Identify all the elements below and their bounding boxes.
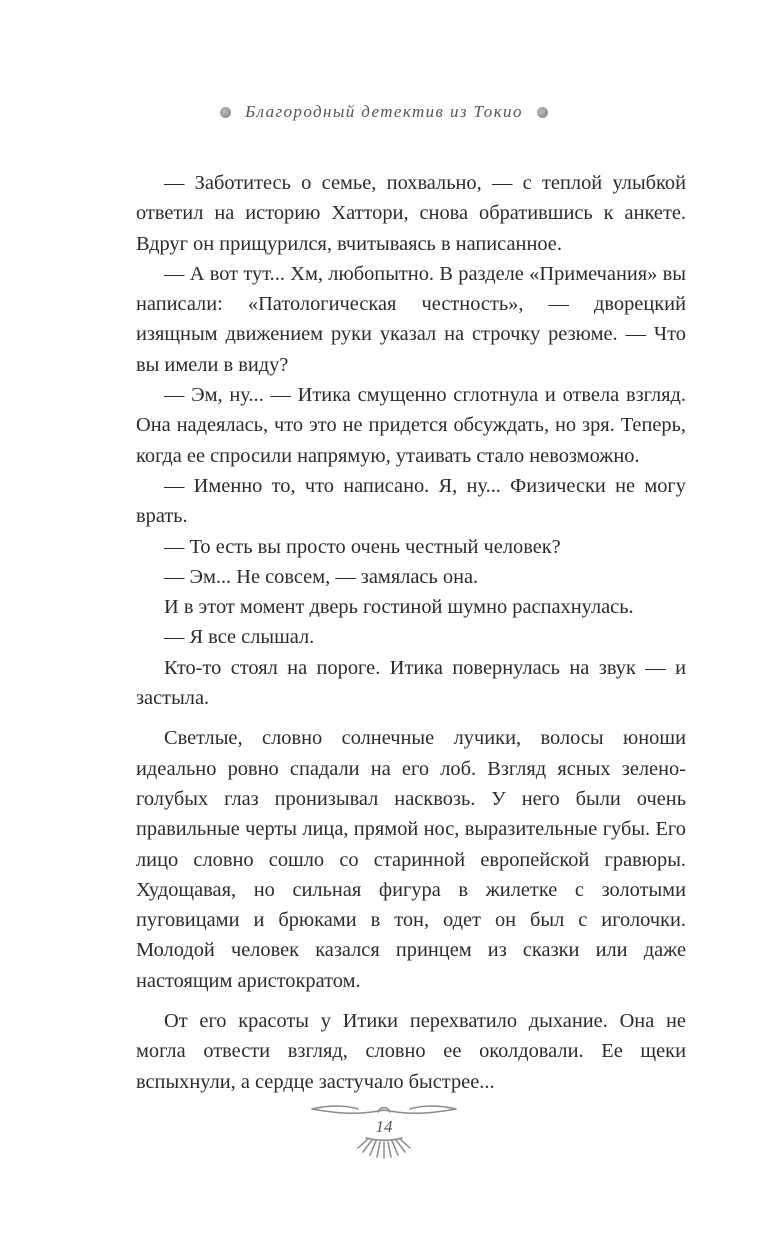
paragraph: — Эм, ну... — Итика смущенно сглотнула и отвела взгляд. Она надеялась, что это не придется обсуждать, но зря. Теперь, когда ее спросили напрямую, утаивать стало невозможно. bbox=[136, 384, 686, 467]
paragraph: И в этот момент дверь гостиной шумно распахнулась. bbox=[164, 596, 634, 619]
paragraph: — Заботитесь о семье, похвально, — с теплой улыбкой ответил на историю Хаттори, снова обратившись к анкете. Вдруг он прищурился, вчитываясь в написанное. bbox=[136, 172, 686, 255]
paragraph: Светлые, словно солнечные лучики, волосы юноши идеально ровно спадали на его лоб. Взгляд ясных зелено-голубых глаз пронизывал насквозь. У него были очень правильные черты лица, прямой нос, выразительные губы. Его лицо словно сошло со старинной европейской гравюры. Худощавая, но сильная фигура в жилетке с золотыми пуговицами и брюками в тон, одет он был с иголочки. Молодой человек казался принцем из сказки или даже настоящим аристократом. bbox=[136, 727, 686, 992]
paragraph: Кто-то стоял на пороге. Итика повернулась на звук — и застыла. bbox=[136, 656, 686, 710]
page-body bbox=[136, 168, 686, 1097]
paragraph: От его красоты у Итики перехватило дыхание. Она не могла отвести взгляд, словно ее околдовали. Ее щеки вспыхнули, а сердце застучало быстрее... bbox=[136, 1010, 686, 1093]
running-title: Благородный детектив из Токио bbox=[245, 102, 523, 121]
paragraph: — Именно то, что написано. Я, ну... Физически не могу врать. bbox=[136, 474, 686, 528]
paragraph: — Эм... Не совсем, — замялась она. bbox=[164, 565, 479, 588]
paragraph: — То есть вы просто очень честный человек? bbox=[164, 535, 561, 558]
paragraph: — А вот тут... Хм, любопытно. В разделе «Примечания» вы написали: «Патологическая честность», — дворецкий изящным движением руки указал на строчку резюме. — Что вы имели в виду? bbox=[136, 262, 686, 376]
running-header bbox=[0, 102, 768, 122]
page-number: 14 bbox=[375, 1117, 393, 1136]
dot-ornament-icon bbox=[220, 107, 231, 118]
paragraph: — Я все слышал. bbox=[164, 626, 315, 649]
dot-ornament-icon bbox=[537, 107, 548, 118]
